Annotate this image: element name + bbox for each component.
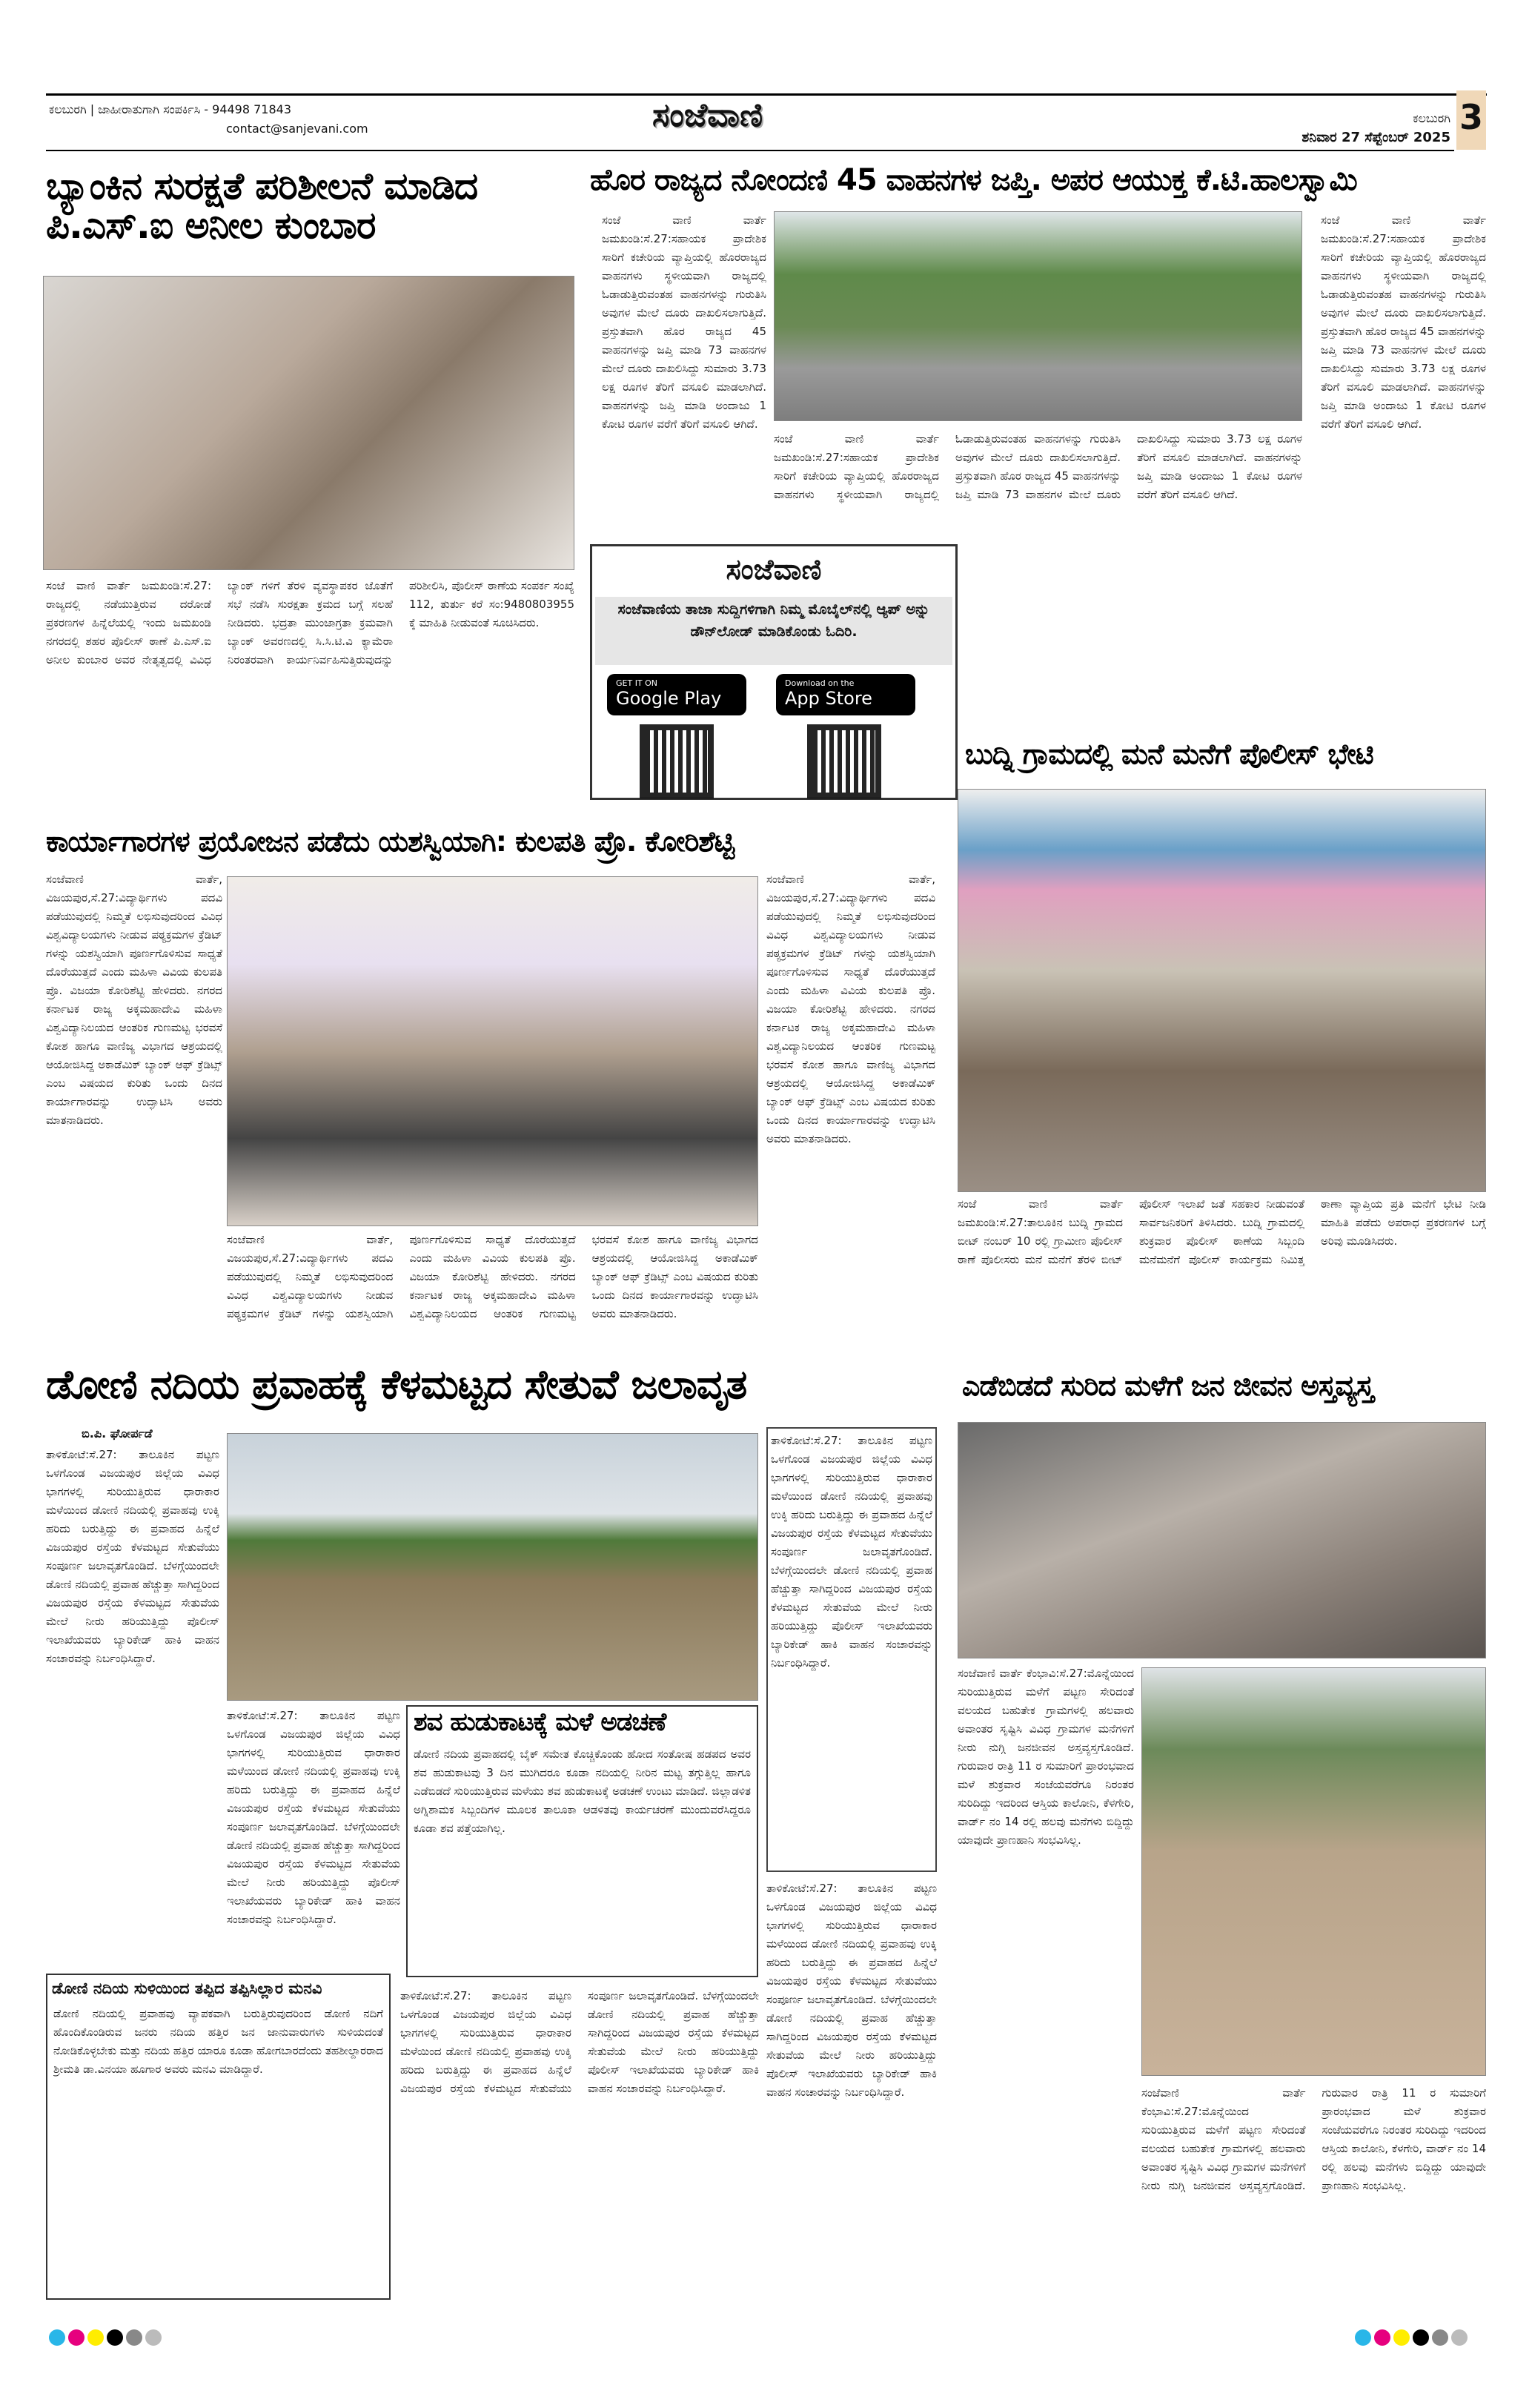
police-village-visit-photo <box>958 789 1486 1192</box>
header-contact: ಕಲಬುರಗಿ | ಜಾಹೀರಾತುಗಾಗಿ ಸಂಪರ್ಕಿಸಿ - 94498 71843 <box>49 102 292 116</box>
ad-masthead: ಸಂಜೆವಾಣಿ <box>726 552 822 586</box>
yellow-dot <box>1393 2329 1410 2346</box>
header-top-rule <box>46 93 1487 96</box>
app-download-ad[interactable] <box>590 544 958 800</box>
story-body: ತಾಳಿಕೋಟೆ:ಸೆ.27: ತಾಲೂಕಿನ ಪಟ್ಟಣ ಒಳಗೊಂಡ ವಿಜಯಪುರ ಜಿಲ್ಲೆಯ ವಿವಿಧ ಭಾಗಗಳಲ್ಲಿ ಸುರಿಯುತ್ತಿರುವ ಧಾರಾಕಾರ ಮಳೆಯಿಂದ ಡೋಣಿ ನದಿಯಲ್ಲಿ ಪ್ರವಾಹವು ಉಕ್ಕಿ ಹರಿದು ಬರುತ್ತಿದ್ದು ಈ ಪ್ರವಾಹದ ಹಿನ್ನೆಲೆ ವಿಜಯಪುರ ರಸ್ತೆಯ ಕೆಳಮಟ್ಟದ ಸೇತುವೆಯು ಸಂಪೂರ್ಣ ಜಲಾವೃತಗೊಂಡಿದೆ. ಬೆಳಗ್ಗೆಯಿಂದಲೇ ಡೋಣಿ ನದಿಯಲ್ಲಿ ಪ್ರವಾಹ ಹೆಚ್ಚುತ್ತಾ ಸಾಗಿದ್ದರಿಂದ ವಿಜಯಪುರ ರಸ್ತೆಯ ಕೆಳಮಟ್ಟದ ಸೇತುವೆಯ ಮೇಲೆ ನೀರು ಹರಿಯುತ್ತಿದ್ದು ಪೊಲೀಸ್ ಇಲಾಖೆಯವರು ಬ್ಯಾರಿಕೇಡ್ ಹಾಕಿ ವಾಹನ ಸಂಚಾರವನ್ನು ನಿರ್ಬಂಧಿಸಿದ್ದಾರೆ. <box>766 1882 937 2099</box>
app-store-small: Download on the <box>785 678 855 688</box>
google-play-button[interactable] <box>607 674 746 715</box>
box-headline: ಶವ ಹುಡುಕಾಟಕ್ಕೆ ಮಳೆ ಅಡಚಣೆ <box>414 1707 666 1737</box>
google-play-label: Google Play <box>616 688 722 709</box>
story-body: ತಾಳಿಕೋಟೆ:ಸೆ.27: ತಾಲೂಕಿನ ಪಟ್ಟಣ ಒಳಗೊಂಡ ವಿಜಯಪುರ ಜಿಲ್ಲೆಯ ವಿವಿಧ ಭಾಗಗಳಲ್ಲಿ ಸುರಿಯುತ್ತಿರುವ ಧಾರಾಕಾರ ಮಳೆಯಿಂದ ಡೋಣಿ ನದಿಯಲ್ಲಿ ಪ್ರವಾಹವು ಉಕ್ಕಿ ಹರಿದು ಬರುತ್ತಿದ್ದು ಈ ಪ್ರವಾಹದ ಹಿನ್ನೆಲೆ ವಿಜಯಪುರ ರಸ್ತೆಯ ಕೆಳಮಟ್ಟದ ಸೇತುವೆಯು ಸಂಪೂರ್ಣ ಜಲಾವೃತಗೊಂಡಿದೆ. ಬೆಳಗ್ಗೆಯಿಂದಲೇ ಡೋಣಿ ನದಿಯಲ್ಲಿ ಪ್ರವಾಹ ಹೆಚ್ಚುತ್ತಾ ಸಾಗಿದ್ದರಿಂದ ವಿಜಯಪುರ ರಸ್ತೆಯ ಕೆಳಮಟ್ಟದ ಸೇತುವೆಯ ಮೇಲೆ ನೀರು ಹರಿಯುತ್ತಿದ್ದು ಪೊಲೀಸ್ ಇಲಾಖೆಯವರು ಬ್ಯಾರಿಕೇಡ್ ಹಾಕಿ ವಾಹನ ಸಂಚಾರವನ್ನು ನಿರ್ಬಂಧಿಸಿದ್ದಾರೆ. <box>46 1448 219 1665</box>
header-email[interactable]: contact@sanjevani.com <box>226 122 368 136</box>
box-body: ಡೋಣಿ ನದಿಯ ಪ್ರವಾಹದಲ್ಲಿ ಬೈಕ್ ಸಮೇತ ಕೊಚ್ಚಿಕೊಂಡು ಹೋದ ಸಂತೋಷ ಹಡಪದ ಅವರ ಶವ ಹುಡುಕಾಟವು 3 ದಿನ ಮುಗಿದರೂ ಕೂಡಾ ನದಿಯಲ್ಲಿ ನೀರಿನ ಮಟ್ಟ ತಗ್ಗುತ್ತಿಲ್ಲ ಹಾಗೂ ಎಡೆಬಿಡದೆ ಸುರಿಯುತ್ತಿರುವ ಮಳೆಯು ಶವ ಹುಡುಕಾಟಕ್ಕೆ ಅಡಚಣೆ ಉಂಟು ಮಾಡಿದೆ. ಜಿಲ್ಲಾಡಳಿತ ಅಗ್ನಿಶಾಮಕ ಸಿಬ್ಬಂದಿಗಳ ಮೂಲಕ ತಾಲೂಕಾ ಆಡಳಿತವು ಕಾರ್ಯಚರಣೆ ಮುಂದುವರೆಸಿದ್ದರೂ ಕೂಡಾ ಶವ ಪತ್ತೆಯಾಗಿಲ್ಲ. <box>414 1747 751 1835</box>
story-body: ಸಂಜೆವಾಣಿ ವಾರ್ತೆ ಕೆಂಭಾವಿ:ಸೆ.27:ಮೊನ್ನೆಯಿಂದ ಸುರಿಯುತ್ತಿರುವ ಮಳೆಗೆ ಪಟ್ಟಣ ಸೇರಿದಂತೆ ವಲಯದ ಬಹುತೇಕ ಗ್ರಾಮಗಳಲ್ಲಿ ಹಲವಾರು ಅವಾಂತರ ಸೃಷ್ಟಿಸಿ ವಿವಿಧ ಗ್ರಾಮಗಳ ಮನೆಗಳಿಗೆ ನೀರು ನುಗ್ಗಿ ಜನಜೀವನ ಅಸ್ತವ್ಯಸ್ತಗೊಂಡಿದೆ. ಗುರುವಾರ ರಾತ್ರಿ 11 ರ ಸುಮಾರಿಗೆ ಪ್ರಾರಂಭವಾದ ಮಳೆ ಶುಕ್ರವಾರ ಸಂಜೆಯವರೆಗೂ ನಿರಂತರ ಸುರಿದಿದ್ದು ಇದರಿಂದ ಆಸ್ತಿಯ ಕಾಲೋನಿ, ಕೆಳಗೇರಿ, ವಾರ್ಡ್ ನಂ 14 ರಲ್ಲಿ ಹಲವು ಮನೆಗಳು ಬಿದ್ದಿದ್ದು ಯಾವುದೇ ಪ್ರಾಣಹಾನಿ ಸಂಭವಿಸಿಲ್ಲ. <box>1141 2086 1486 2192</box>
black-dot <box>107 2329 123 2346</box>
gray-dot <box>1432 2329 1448 2346</box>
story-body: ಸಂಜೆವಾಣಿ ವಾರ್ತೆ, ವಿಜಯಪುರ,ಸೆ.27:ವಿದ್ಯಾರ್ಥಿಗಳು ಪದವಿ ಪಡೆಯುವುದಲ್ಲಿ ನಿಮ್ಮತೆ ಲಭಿಸುವುದರಿಂದ ವಿವಿಧ ವಿಶ್ವವಿದ್ಯಾಲಯಗಳು ನೀಡುವ ಪಠ್ಯಕ್ರಮಗಳ ಕ್ರೆಡಿಟ್ ಗಳನ್ನು ಯಶಸ್ವಿಯಾಗಿ ಪೂರ್ಣಗೊಳಿಸುವ ಸಾಧ್ಯತೆ ದೊರೆಯುತ್ತದೆ ಎಂದು ಮಹಿಳಾ ವಿವಿಯ ಕುಲಪತಿ ಪ್ರೊ. ವಿಜಯಾ ಕೋರಿಶೆಟ್ಟಿ ಹೇಳಿದರು. ನಗರದ ಕರ್ನಾಟಕ ರಾಜ್ಯ ಅಕ್ಕಮಹಾದೇವಿ ಮಹಿಳಾ ವಿಶ್ವವಿದ್ಯಾನಿಲಯದ ಆಂತರಿಕ ಗುಣಮಟ್ಟ ಭರವಸೆ ಕೋಶ ಹಾಗೂ ವಾಣಿಜ್ಯ ವಿಭಾಗದ ಆಶ್ರಯದಲ್ಲಿ ಆಯೋಜಿಸಿದ್ದ ಅಕಾಡೆಮಿಕ್ ಬ್ಯಾಂಕ್ ಆಫ್ ಕ್ರೆಡಿಟ್ಸ್ ಎಂಬ ವಿಷಯದ ಕುರಿತು ಒಂದು ದಿನದ ಕಾರ್ಯಾಗಾರವನ್ನು ಉದ್ಘಾಟಿಸಿ ಅವರು ಮಾತನಾಡಿದರು. <box>766 873 935 1145</box>
google-play-small: GET IT ON <box>616 678 658 688</box>
cyan-dot <box>1355 2329 1371 2346</box>
story-body: ತಾಳಿಕೋಟೆ:ಸೆ.27: ತಾಲೂಕಿನ ಪಟ್ಟಣ ಒಳಗೊಂಡ ವಿಜಯಪುರ ಜಿಲ್ಲೆಯ ವಿವಿಧ ಭಾಗಗಳಲ್ಲಿ ಸುರಿಯುತ್ತಿರುವ ಧಾರಾಕಾರ ಮಳೆಯಿಂದ ಡೋಣಿ ನದಿಯಲ್ಲಿ ಪ್ರವಾಹವು ಉಕ್ಕಿ ಹರಿದು ಬರುತ್ತಿದ್ದು ಈ ಪ್ರವಾಹದ ಹಿನ್ನೆಲೆ ವಿಜಯಪುರ ರಸ್ತೆಯ ಕೆಳಮಟ್ಟದ ಸೇತುವೆಯು ಸಂಪೂರ್ಣ ಜಲಾವೃತಗೊಂಡಿದೆ. ಬೆಳಗ್ಗೆಯಿಂದಲೇ ಡೋಣಿ ನದಿಯಲ್ಲಿ ಪ್ರವಾಹ ಹೆಚ್ಚುತ್ತಾ ಸಾಗಿದ್ದರಿಂದ ವಿಜಯಪುರ ರಸ್ತೆಯ ಕೆಳಮಟ್ಟದ ಸೇತುವೆಯ ಮೇಲೆ ನೀರು ಹರಿಯುತ್ತಿದ್ದು ಪೊಲೀಸ್ ಇಲಾಖೆಯವರು ಬ್ಯಾರಿಕೇಡ್ ಹಾಕಿ ವಾಹನ ಸಂಚಾರವನ್ನು ನಿರ್ಬಂಧಿಸಿದ್ದಾರೆ. <box>400 1989 759 2095</box>
story-body: ಸಂಜೆ ವಾಣಿ ವಾರ್ತೆ ಜಮಖಂಡಿ:ಸೆ.27:ಸಹಾಯಕ ಪ್ರಾದೇಶಿಕ ಸಾರಿಗೆ ಕಚೇರಿಯ ವ್ಯಾಪ್ತಿಯಲ್ಲಿ ಹೊರರಾಜ್ಯದ ವಾಹನಗಳು ಸ್ಥಳೀಯವಾಗಿ ರಾಜ್ಯದಲ್ಲಿ ಓಡಾಡುತ್ತಿರುವಂತಹ ವಾಹನಗಳನ್ನು ಗುರುತಿಸಿ ಅವುಗಳ ಮೇಲೆ ದೂರು ದಾಖಲಿಸಲಾಗುತ್ತಿದೆ. ಪ್ರಸ್ತುತವಾಗಿ ಹೊರ ರಾಜ್ಯದ 45 ವಾಹನಗಳನ್ನು ಜಪ್ತಿ ಮಾಡಿ 73 ವಾಹನಗಳ ಮೇಲೆ ದೂರು ದಾಖಲಿಸಿದ್ದು ಸುಮಾರು 3.73 ಲಕ್ಷ ರೂಗಳ ತೆರಿಗೆ ವಸೂಲಿ ಮಾಡಲಾಗಿದೆ. ವಾಹನಗಳನ್ನು ಜಪ್ತಿ ಮಾಡಿ ಅಂದಾಜು 1 ಕೋಟಿ ರೂಗಳ ವರೆಗೆ ತೆರಿಗೆ ವಸೂಲಿ ಆಗಿದೆ. <box>774 432 1302 501</box>
black-dot <box>1413 2329 1429 2346</box>
vehicle-seizure-photo <box>774 211 1302 421</box>
masthead-logo: ಸಂಜೆವಾಣಿ <box>652 96 763 134</box>
story-body: ಸಂಜೆವಾಣಿ ವಾರ್ತೆ, ವಿಜಯಪುರ,ಸೆ.27:ವಿದ್ಯಾರ್ಥಿಗಳು ಪದವಿ ಪಡೆಯುವುದಲ್ಲಿ ನಿಮ್ಮತೆ ಲಭಿಸುವುದರಿಂದ ವಿವಿಧ ವಿಶ್ವವಿದ್ಯಾಲಯಗಳು ನೀಡುವ ಪಠ್ಯಕ್ರಮಗಳ ಕ್ರೆಡಿಟ್ ಗಳನ್ನು ಯಶಸ್ವಿಯಾಗಿ ಪೂರ್ಣಗೊಳಿಸುವ ಸಾಧ್ಯತೆ ದೊರೆಯುತ್ತದೆ ಎಂದು ಮಹಿಳಾ ವಿವಿಯ ಕುಲಪತಿ ಪ್ರೊ. ವಿಜಯಾ ಕೋರಿಶೆಟ್ಟಿ ಹೇಳಿದರು. ನಗರದ ಕರ್ನಾಟಕ ರಾಜ್ಯ ಅಕ್ಕಮಹಾದೇವಿ ಮಹಿಳಾ ವಿಶ್ವವಿದ್ಯಾನಿಲಯದ ಆಂತರಿಕ ಗುಣಮಟ್ಟ ಭರವಸೆ ಕೋಶ ಹಾಗೂ ವಾಣಿಜ್ಯ ವಿಭಾಗದ ಆಶ್ರಯದಲ್ಲಿ ಆಯೋಜಿಸಿದ್ದ ಅಕಾಡೆಮಿಕ್ ಬ್ಯಾಂಕ್ ಆಫ್ ಕ್ರೆಡಿಟ್ಸ್ ಎಂಬ ವಿಷಯದ ಕುರಿತು ಒಂದು ದಿನದ ಕಾರ್ಯಾಗಾರವನ್ನು ಉದ್ಘಾಟಿಸಿ ಅವರು ಮಾತನಾಡಿದರು. <box>227 1233 758 1320</box>
magenta-dot <box>1374 2329 1390 2346</box>
story-body: ಸಂಜೆ ವಾಣಿ ವಾರ್ತೆ ಜಮಖಂಡಿ:ಸೆ.27:ಸಹಾಯಕ ಪ್ರಾದೇಶಿಕ ಸಾರಿಗೆ ಕಚೇರಿಯ ವ್ಯಾಪ್ತಿಯಲ್ಲಿ ಹೊರರಾಜ್ಯದ ವಾಹನಗಳು ಸ್ಥಳೀಯವಾಗಿ ರಾಜ್ಯದಲ್ಲಿ ಓಡಾಡುತ್ತಿರುವಂತಹ ವಾಹನಗಳನ್ನು ಗುರುತಿಸಿ ಅವುಗಳ ಮೇಲೆ ದೂರು ದಾಖಲಿಸಲಾಗುತ್ತಿದೆ. ಪ್ರಸ್ತುತವಾಗಿ ಹೊರ ರಾಜ್ಯದ 45 ವಾಹನಗಳನ್ನು ಜಪ್ತಿ ಮಾಡಿ 73 ವಾಹನಗಳ ಮೇಲೆ ದೂರು ದಾಖಲಿಸಿದ್ದು ಸುಮಾರು 3.73 ಲಕ್ಷ ರೂಗಳ ತೆರಿಗೆ ವಸೂಲಿ ಮಾಡಲಾಗಿದೆ. ವಾಹನಗಳನ್ನು ಜಪ್ತಿ ಮಾಡಿ ಅಂದಾಜು 1 ಕೋಟಿ ರೂಗಳ ವರೆಗೆ ತೆರಿಗೆ ವಸೂಲಿ ಆಗಿದೆ. <box>1321 214 1486 431</box>
story-byline: ಬಿ.ಪಿ. ಘೋರ್ಪಡೆ <box>82 1426 153 1440</box>
gray-dot <box>126 2329 142 2346</box>
lightgray-dot <box>145 2329 162 2346</box>
header-date: ಶನಿವಾರ 27 ಸೆಪ್ಟೆಂಬರ್ 2025 <box>1301 130 1450 145</box>
page-number: 3 <box>1456 90 1486 150</box>
app-store-qr-code[interactable] <box>807 724 881 798</box>
magenta-dot <box>68 2329 84 2346</box>
story-headline: ಬ್ಯಾಂಕಿನ ಸುರಕ್ಷತೆ ಪರಿಶೀಲನೆ ಮಾಡಿದ ಪಿ.ಎಸ್.ಐ ಅನೀಲ ಕುಂಬಾರ <box>46 165 478 247</box>
registration-marks-right <box>1355 2329 1470 2349</box>
story-body: ಸಂಜೆವಾಣಿ ವಾರ್ತೆ, ವಿಜಯಪುರ,ಸೆ.27:ವಿದ್ಯಾರ್ಥಿಗಳು ಪದವಿ ಪಡೆಯುವುದಲ್ಲಿ ನಿಮ್ಮತೆ ಲಭಿಸುವುದರಿಂದ ವಿವಿಧ ವಿಶ್ವವಿದ್ಯಾಲಯಗಳು ನೀಡುವ ಪಠ್ಯಕ್ರಮಗಳ ಕ್ರೆಡಿಟ್ ಗಳನ್ನು ಯಶಸ್ವಿಯಾಗಿ ಪೂರ್ಣಗೊಳಿಸುವ ಸಾಧ್ಯತೆ ದೊರೆಯುತ್ತದೆ ಎಂದು ಮಹಿಳಾ ವಿವಿಯ ಕುಲಪತಿ ಪ್ರೊ. ವಿಜಯಾ ಕೋರಿಶೆಟ್ಟಿ ಹೇಳಿದರು. ನಗರದ ಕರ್ನಾಟಕ ರಾಜ್ಯ ಅಕ್ಕಮಹಾದೇವಿ ಮಹಿಳಾ ವಿಶ್ವವಿದ್ಯಾನಿಲಯದ ಆಂತರಿಕ ಗುಣಮಟ್ಟ ಭರವಸೆ ಕೋಶ ಹಾಗೂ ವಾಣಿಜ್ಯ ವಿಭಾಗದ ಆಶ್ರಯದಲ್ಲಿ ಆಯೋಜಿಸಿದ್ದ ಅಕಾಡೆಮಿಕ್ ಬ್ಯಾಂಕ್ ಆಫ್ ಕ್ರೆಡಿಟ್ಸ್ ಎಂಬ ವಿಷಯದ ಕುರಿತು ಒಂದು ದಿನದ ಕಾರ್ಯಾಗಾರವನ್ನು ಉದ್ಘಾಟಿಸಿ ಅವರು ಮಾತನಾಡಿದರು. <box>46 873 222 1127</box>
box-headline: ಡೋಣಿ ನದಿಯ ಸುಳಿಯಿಂದ ತಪ್ಪಿದ ತಪ್ಪಿಸಿಲ್ಲಾರ ಮನವಿ <box>52 1979 322 1997</box>
cyan-dot <box>49 2329 65 2346</box>
yellow-dot <box>87 2329 104 2346</box>
flooded-bridge-photo <box>227 1433 758 1701</box>
google-play-qr-code[interactable] <box>640 724 714 798</box>
workshop-photo <box>227 876 758 1226</box>
story-body: ಸಂಜೆ ವಾಣಿ ವಾರ್ತೆ ಜಮಖಂಡಿ:ಸೆ.27: ರಾಜ್ಯದಲ್ಲಿ ನಡೆಯುತ್ತಿರುವ ದರೋಡೆ ಪ್ರಕರಣಗಳ ಹಿನ್ನೆಲೆಯಲ್ಲಿ ಇಂದು ಜಮಖಂಡಿ ನಗರದಲ್ಲಿ ಶಹರ ಪೊಲೀಸ್ ಠಾಣೆ ಪಿ.ಎಸ್.ಐ ಅನೀಲ ಕುಂಬಾರ ಅವರ ನೇತೃತ್ವದಲ್ಲಿ ವಿವಿಧ ಬ್ಯಾಂಕ್ ಗಳಿಗೆ ತೆರಳಿ ವ್ಯವಸ್ಥಾಪಕರ ಜೊತೆಗೆ ಸಭೆ ನಡೆಸಿ ಸುರಕ್ಷತಾ ಕ್ರಮದ ಬಗ್ಗೆ ಸಲಹೆ ನೀಡಿದರು. ಭದ್ರತಾ ಮುಂಜಾಗ್ರತಾ ಕ್ರಮವಾಗಿ ಬ್ಯಾಂಕ್ ಅವರಣದಲ್ಲಿ ಸಿ.ಸಿ.ಟಿ.ವಿ ಕ್ಯಾಮೆರಾ ನಿರಂತರವಾಗಿ ಕಾರ್ಯನಿರ್ವಹಿಸುತ್ತಿರುವುದನ್ನು ಪರಿಶೀಲಿಸಿ, ಪೊಲೀಸ್ ಠಾಣೆಯ ಸಂಪರ್ಕ ಸಂಖ್ಯೆ 112, ತುರ್ತು ಕರೆ ಸಂ:9480803955 ಕ್ಕೆ ಮಾಹಿತಿ ನೀಡುವಂತೆ ಸೂಚಿಸಿದರು. <box>46 579 574 666</box>
sidebar-box <box>406 1705 758 1977</box>
app-store-label: App Store <box>785 688 872 709</box>
registration-marks-left <box>49 2329 165 2349</box>
header-bottom-rule <box>46 150 1454 151</box>
story-headline: ಕಾರ್ಯಾಗಾರಗಳ ಪ್ರಯೋಜನ ಪಡೆದು ಯಶಸ್ವಿಯಾಗಿ: ಕುಲಪತಿ ಪ್ರೊ. ಕೋರಿಶೆಟ್ಟಿ <box>46 825 735 858</box>
story-body: ತಾಳಿಕೋಟೆ:ಸೆ.27: ತಾಲೂಕಿನ ಪಟ್ಟಣ ಒಳಗೊಂಡ ವಿಜಯಪುರ ಜಿಲ್ಲೆಯ ವಿವಿಧ ಭಾಗಗಳಲ್ಲಿ ಸುರಿಯುತ್ತಿರುವ ಧಾರಾಕಾರ ಮಳೆಯಿಂದ ಡೋಣಿ ನದಿಯಲ್ಲಿ ಪ್ರವಾಹವು ಉಕ್ಕಿ ಹರಿದು ಬರುತ್ತಿದ್ದು ಈ ಪ್ರವಾಹದ ಹಿನ್ನೆಲೆ ವಿಜಯಪುರ ರಸ್ತೆಯ ಕೆಳಮಟ್ಟದ ಸೇತುವೆಯು ಸಂಪೂರ್ಣ ಜಲಾವೃತಗೊಂಡಿದೆ. ಬೆಳಗ್ಗೆಯಿಂದಲೇ ಡೋಣಿ ನದಿಯಲ್ಲಿ ಪ್ರವಾಹ ಹೆಚ್ಚುತ್ತಾ ಸಾಗಿದ್ದರಿಂದ ವಿಜಯಪುರ ರಸ್ತೆಯ ಕೆಳಮಟ್ಟದ ಸೇತುವೆಯ ಮೇಲೆ ನೀರು ಹರಿಯುತ್ತಿದ್ದು ಪೊಲೀಸ್ ಇಲಾಖೆಯವರು ಬ್ಯಾರಿಕೇಡ್ ಹಾಕಿ ವಾಹನ ಸಂಚಾರವನ್ನು ನಿರ್ಬಂಧಿಸಿದ್ದಾರೆ. <box>227 1709 400 1926</box>
app-store-button[interactable] <box>776 674 915 715</box>
ad-message: ಸಂಜೆವಾಣಿಯ ತಾಜಾ ಸುದ್ದಿಗಳಿಗಾಗಿ ನಿಮ್ಮ ಮೊಬೈಲ್‌ನಲ್ಲಿ ಆ್ಯಪ್ ಅನ್ನು ಡೌನ್‌ಲೋಡ್ ಮಾಡಿಕೊಂಡು ಓದಿರಿ. <box>595 597 952 665</box>
header-edition: ಕಲಬುರಗಿ <box>1413 111 1450 125</box>
flooded-street-photo <box>1141 1667 1486 2076</box>
story-headline: ಹೊರ ರಾಜ್ಯದ ನೋಂದಣಿ 45 ವಾಹನಗಳ ಜಪ್ತಿ. ಅಪರ ಆಯುಕ್ತ ಕೆ.ಟಿ.ಹಾಲಸ್ವಾಮಿ <box>590 163 1357 197</box>
bank-inspection-photo <box>43 276 574 570</box>
story-headline: ಎಡೆಬಿಡದೆ ಸುರಿದ ಮಳೆಗೆ ಜನ ಜೀವನ ಅಸ್ತವ್ಯಸ್ತ <box>962 1369 1373 1402</box>
box-body: ಡೋಣಿ ನದಿಯಲ್ಲಿ ಪ್ರವಾಹವು ವ್ಯಾಪಕವಾಗಿ ಬರುತ್ತಿರುವುದರಿಂದ ಡೋಣಿ ನದಿಗೆ ಹೊಂದಿಕೊಂಡಿರುವ ಜನರು ನದಿಯ ಹತ್ತಿರ ಜನ ಜಾನುವಾರುಗಳು ಸುಳಿಯದಂತೆ ನೋಡಿಕೊಳ್ಳಬೇಕು ಮತ್ತು ನದಿಯ ಹತ್ತಿರ ಯಾರೂ ಕೂಡಾ ಹೋಗಬಾರದೆಂದು ತಹಶೀಲ್ದಾರರಾದ ಶ್ರೀಮತಿ ಡಾ.ವಿನಯಾ ಹೂಗಾರ ಅವರು ಮನವಿ ಮಾಡಿದ್ದಾರೆ. <box>53 2007 383 2076</box>
story-body: ಸಂಜೆ ವಾಣಿ ವಾರ್ತೆ ಜಮಖಂಡಿ:ಸೆ.27:ತಾಲೂಕಿನ ಬುದ್ನಿ ಗ್ರಾಮದ ಬೀಟ್ ನಂಬರ್ 10 ರಲ್ಲಿ ಗ್ರಾಮೀಣ ಪೊಲೀಸ್ ಠಾಣೆ ಪೊಲೀಸರು ಮನೆ ಮನೆಗೆ ತೆರಳಿ ಬೀಟ್ ಪೊಲೀಸ್ ಇಲಾಖೆ ಜತೆ ಸಹಕಾರ ನೀಡುವಂತೆ ಸಾರ್ವಜನಿಕರಿಗೆ ತಿಳಿಸಿದರು. ಬುದ್ನಿ ಗ್ರಾಮದಲ್ಲಿ ಶುಕ್ರವಾರ ಪೊಲೀಸ್ ಠಾಣೆಯ ಸಿಬ್ಬಂದಿ ಮನೆಮನೆಗೆ ಪೊಲೀಸ್ ಕಾರ್ಯಕ್ರಮ ನಿಮಿತ್ತ ಠಾಣಾ ವ್ಯಾಪ್ತಿಯ ಪ್ರತಿ ಮನೆಗೆ ಭೇಟಿ ನೀಡಿ ಮಾಹಿತಿ ಪಡೆದು ಅಪರಾಧ ಪ್ರಕರಣಗಳ ಬಗ್ಗೆ ಅರಿವು ಮೂಡಿಸಿದರು. <box>958 1197 1486 1266</box>
appeal-box <box>46 1974 391 2300</box>
story-headline: ಡೋಣಿ ನದಿಯ ಪ್ರವಾಹಕ್ಕೆ ಕೆಳಮಟ್ಟದ ಸೇತುವೆ ಜಲಾವೃತ <box>46 1361 747 1408</box>
story-body: ಸಂಜೆವಾಣಿ ವಾರ್ತೆ ಕೆಂಭಾವಿ:ಸೆ.27:ಮೊನ್ನೆಯಿಂದ ಸುರಿಯುತ್ತಿರುವ ಮಳೆಗೆ ಪಟ್ಟಣ ಸೇರಿದಂತೆ ವಲಯದ ಬಹುತೇಕ ಗ್ರಾಮಗಳಲ್ಲಿ ಹಲವಾರು ಅವಾಂತರ ಸೃಷ್ಟಿಸಿ ವಿವಿಧ ಗ್ರಾಮಗಳ ಮನೆಗಳಿಗೆ ನೀರು ನುಗ್ಗಿ ಜನಜೀವನ ಅಸ್ತವ್ಯಸ್ತಗೊಂಡಿದೆ. ಗುರುವಾರ ರಾತ್ರಿ 11 ರ ಸುಮಾರಿಗೆ ಪ್ರಾರಂಭವಾದ ಮಳೆ ಶುಕ್ರವಾರ ಸಂಜೆಯವರೆಗೂ ನಿರಂತರ ಸುರಿದಿದ್ದು ಇದರಿಂದ ಆಸ್ತಿಯ ಕಾಲೋನಿ, ಕೆಳಗೇರಿ, ವಾರ್ಡ್ ನಂ 14 ರಲ್ಲಿ ಹಲವು ಮನೆಗಳು ಬಿದ್ದಿದ್ದು ಯಾವುದೇ ಪ್ರಾಣಹಾನಿ ಸಂಭವಿಸಿಲ್ಲ. <box>958 1667 1134 1847</box>
story-body: ಸಂಜೆ ವಾಣಿ ವಾರ್ತೆ ಜಮಖಂಡಿ:ಸೆ.27:ಸಹಾಯಕ ಪ್ರಾದೇಶಿಕ ಸಾರಿಗೆ ಕಚೇರಿಯ ವ್ಯಾಪ್ತಿಯಲ್ಲಿ ಹೊರರಾಜ್ಯದ ವಾಹನಗಳು ಸ್ಥಳೀಯವಾಗಿ ರಾಜ್ಯದಲ್ಲಿ ಓಡಾಡುತ್ತಿರುವಂತಹ ವಾಹನಗಳನ್ನು ಗುರುತಿಸಿ ಅವುಗಳ ಮೇಲೆ ದೂರು ದಾಖಲಿಸಲಾಗುತ್ತಿದೆ. ಪ್ರಸ್ತುತವಾಗಿ ಹೊರ ರಾಜ್ಯದ 45 ವಾಹನಗಳನ್ನು ಜಪ್ತಿ ಮಾಡಿ 73 ವಾಹನಗಳ ಮೇಲೆ ದೂರು ದಾಖಲಿಸಿದ್ದು ಸುಮಾರು 3.73 ಲಕ್ಷ ರೂಗಳ ತೆರಿಗೆ ವಸೂಲಿ ಮಾಡಲಾಗಿದೆ. ವಾಹನಗಳನ್ನು ಜಪ್ತಿ ಮಾಡಿ ಅಂದಾಜು 1 ಕೋಟಿ ರೂಗಳ ವರೆಗೆ ತೆರಿಗೆ ವಸೂಲಿ ಆಗಿದೆ. <box>602 214 766 431</box>
rain-damage-photo <box>958 1422 1486 1658</box>
story-body: ತಾಳಿಕೋಟೆ:ಸೆ.27: ತಾಲೂಕಿನ ಪಟ್ಟಣ ಒಳಗೊಂಡ ವಿಜಯಪುರ ಜಿಲ್ಲೆಯ ವಿವಿಧ ಭಾಗಗಳಲ್ಲಿ ಸುರಿಯುತ್ತಿರುವ ಧಾರಾಕಾರ ಮಳೆಯಿಂದ ಡೋಣಿ ನದಿಯಲ್ಲಿ ಪ್ರವಾಹವು ಉಕ್ಕಿ ಹರಿದು ಬರುತ್ತಿದ್ದು ಈ ಪ್ರವಾಹದ ಹಿನ್ನೆಲೆ ವಿಜಯಪುರ ರಸ್ತೆಯ ಕೆಳಮಟ್ಟದ ಸೇತುವೆಯು ಸಂಪೂರ್ಣ ಜಲಾವೃತಗೊಂಡಿದೆ. ಬೆಳಗ್ಗೆಯಿಂದಲೇ ಡೋಣಿ ನದಿಯಲ್ಲಿ ಪ್ರವಾಹ ಹೆಚ್ಚುತ್ತಾ ಸಾಗಿದ್ದರಿಂದ ವಿಜಯಪುರ ರಸ್ತೆಯ ಕೆಳಮಟ್ಟದ ಸೇತುವೆಯ ಮೇಲೆ ನೀರು ಹರಿಯುತ್ತಿದ್ದು ಪೊಲೀಸ್ ಇಲಾಖೆಯವರು ಬ್ಯಾರಿಕೇಡ್ ಹಾಕಿ ವಾಹನ ಸಂಚಾರವನ್ನು ನಿರ್ಬಂಧಿಸಿದ್ದಾರೆ. <box>766 1427 937 1872</box>
lightgray-dot <box>1451 2329 1468 2346</box>
story-headline: ಬುದ್ನಿ ಗ್ರಾಮದಲ್ಲಿ ಮನೆ ಮನೆಗೆ ಪೊಲೀಸ್ ಭೇಟಿ <box>965 738 1373 770</box>
